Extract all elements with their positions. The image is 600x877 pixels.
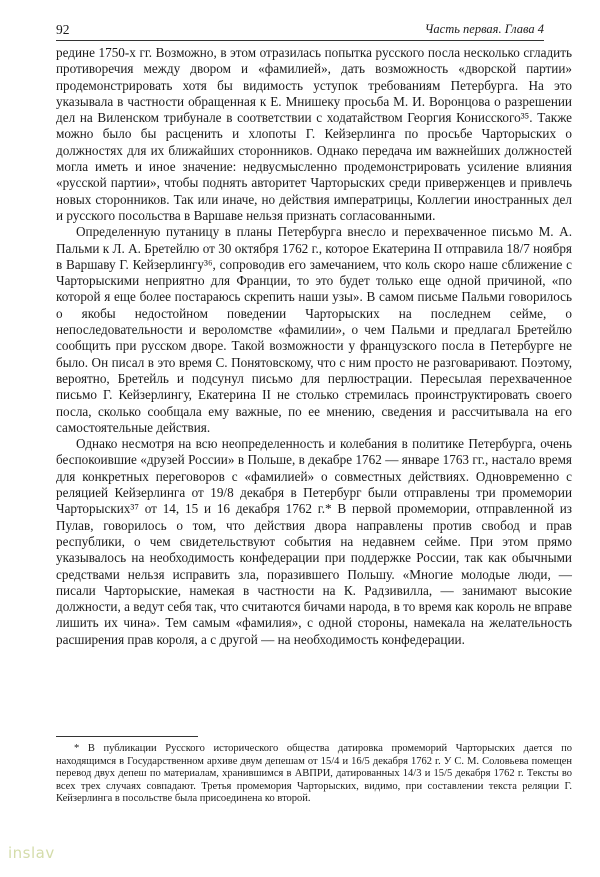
- footnote: [56, 743, 572, 806]
- watermark-logo: inslav: [8, 844, 55, 862]
- footnote-rule: [56, 736, 198, 737]
- paragraph: Определенную путаницу в планы Петербурга внесло и перехваченное письмо М. А. Пальми к Л. А. Бретейлю от 30 октября 1762 г., которое Екатерина II отправила 18/7 ноября в Варшаву Г. Кейзерлингу³⁶, сопроводив его замечанием, что коль скоро наше сближение с Чарторыскими неприятно для Франции, то это будет только еще одной причиной, «по которой я еще более постараюсь скрепить наши узы». В самом письме Пальми говорилось о якобы недостойном поведении Чарторыских на последнем сейме, о непоследовательности и вероломстве «фамилии», о чем Пальми и предлагал Бретейлю сообщить при русском дворе. Такой возможности у французского посла в Петербурге не было. Он писал в это время С. Понятовскому, что с ним просто не разговаривают. Поэтому, вероятно, Бретейль и подсунул письмо для перлюстрации. Пересылая перехваченное письмо Г. Кейзерлингу, Екатерина II не столько стремилась проинструктировать своего посла, сколько сообщала ему важные, по ее мнению, сведения и рассчитывала на его самостоятельные действия.: [56, 224, 572, 435]
- paragraph-continued: редине 1750-х гг. Возможно, в этом отразилась попытка русского посла несколько сгладить противоречия между двором и «фамилией», дать возможность «дворской партии» продемонстрировать хотя бы видимость уступок требованиям Петербурга. На это указывала в частности обращенная к Е. Мнишеку просьба М. И. Воронцова о разрешении дел на Виленском трибунале в соответствии с ходатайством Георгия Конисского³⁵. Также можно было бы расценить и хлопоты Г. Кейзерлинга по просьбе Чарторыских о должностях для их ближайших сторонников. Однако передача им важнейших должностей могла иметь и иное значение: недвусмысленно продемонстрировать усиление влияния «русской партии», чтобы поднять авторитет Чарторыских среди приверженцев и привлечь новых сторонников. Так или иначе, но действия императрицы, Коллегии иностранных дел и русского посольства в Варшаве нельзя признать согласованными.: [56, 45, 572, 223]
- running-title: Часть первая. Глава 4: [424, 22, 544, 36]
- paragraph: Однако несмотря на всю неопределенность и колебания в политике Петербурга, очень беспокоившие «друзей России» в Польше, в декабре 1762 — январе 1763 гг., настало время для конкретных переговоров с «фамилией» о совместных действиях. Одновременно с реляцией Кейзерлинга от 19/8 декабря в Петербург были отправлены три промемории Чарторыских³⁷ от 14, 15 и 16 декабря 1762 г.* В первой промемории, отправленной из Пулав, говорилось о том, что действия двора направлены против свобод и прав республики, о чем свидетельствуют события на недавнем сейме. При этом прямо указывалось на необходимость конфедерации при поддержке России, так как обычными средствами нельзя исправить зла, поразившего Польшу. «Многие молодые люди, — писали Чарторыские, намекая в частности на К. Радзивилла, — занимают высокие должности, а ведут себя так, что считаются бичами народа, в то время как король не вправе лишить их чина». Тем самым «фамилия», с одной стороны, намекала на желательность расширения прав короля, а с другой — на необходимость конфедерации.: [56, 436, 572, 647]
- page-number: 92: [56, 22, 70, 37]
- header-rule: [56, 40, 544, 41]
- main-text: [56, 45, 572, 648]
- footnote-text: * В публикации Русского исторического общества датировка промеморий Чарторыских дается по находящимся в Государственном архиве двум депешам от 15/4 и 16/5 декабря 1762 г. У С. М. Соловьева помещен перевод двух депеш по материалам, хранившимся в АВПРИ, датированных 14/3 и 15/5 декабря 1762 г. Тексты во всех трех случаях совпадают. Третья промемория Чарторыских, видимо, при составлении текста реляции Г. Кейзерлинга в посольстве была присоединена ко второй.: [56, 743, 572, 805]
